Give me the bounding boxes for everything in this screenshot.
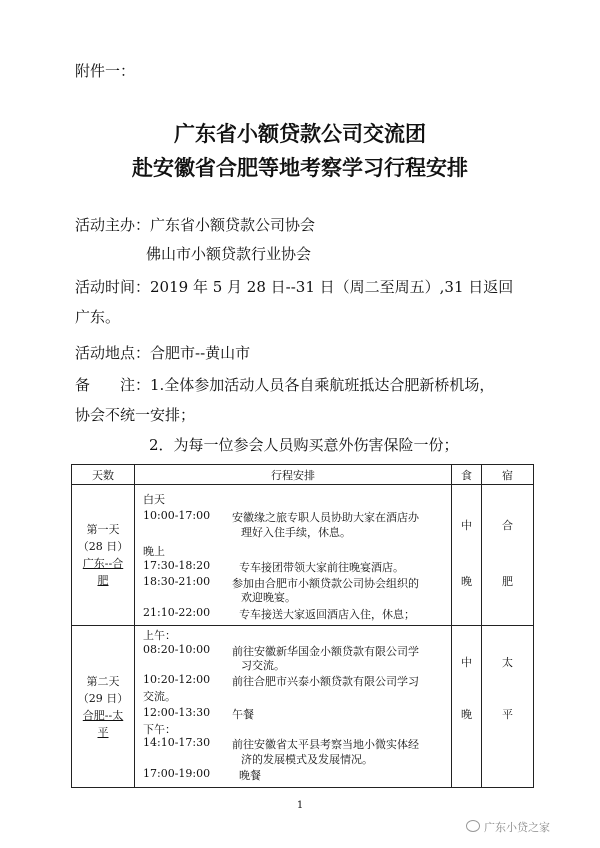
day2-meal-1: 中	[461, 656, 472, 669]
wechat-icon	[466, 820, 480, 832]
day2-line: 14:10-17:30	[143, 736, 211, 749]
header-day: 天数	[72, 465, 135, 485]
organizer-line-2: 佛山市小额贷款行业协会	[146, 245, 312, 263]
note-line-cont: 协会不统一安排；	[75, 406, 196, 424]
day2-schedule	[135, 626, 452, 788]
watermark	[466, 819, 550, 835]
day1-stay	[482, 485, 534, 626]
day2-meal-2: 晚	[461, 708, 472, 721]
day1-route-a: 广东--合	[82, 557, 124, 570]
day2-line: 12:00-13:30	[143, 706, 211, 719]
watermark-text: 广东小贷之家	[484, 821, 550, 834]
day2-line: 10:20-12:00	[143, 673, 211, 686]
day1-line: 专车接团带领大家前往晚宴酒店。	[239, 561, 404, 574]
day1-line: 参加由合肥市小额贷款公司协会组织的	[232, 577, 419, 590]
day1-line: 欢迎晚宴。	[241, 591, 296, 604]
header-stay: 宿	[482, 465, 534, 485]
day1-stay-2: 肥	[502, 575, 513, 588]
table-row-day1	[72, 485, 534, 626]
day2-cell	[72, 626, 135, 788]
day1-meal-2: 晚	[461, 575, 472, 588]
day1-meal-1: 中	[461, 519, 472, 532]
title-line-1: 广东省小额贷款公司交流团	[174, 122, 426, 146]
attachment-label: 附件一：	[75, 62, 136, 80]
day1-schedule	[135, 485, 452, 626]
day2-line: 晚餐	[239, 769, 261, 782]
day2-line: 08:20-10:00	[143, 643, 211, 656]
day2-meal	[452, 626, 482, 788]
day1-line: 17:30-18:20	[143, 559, 211, 572]
header-meal: 食	[452, 465, 482, 485]
day2-stay-1: 太	[502, 656, 513, 669]
page-number: 1	[296, 800, 304, 811]
time-line: 活动时间：2019 年 5 月 28 日--31 日（周二至周五）,31 日返回	[75, 278, 514, 296]
header-schedule: 行程安排	[135, 465, 452, 485]
title-line-2: 赴安徽省合肥等地考察学习行程安排	[132, 156, 468, 180]
schedule-table	[71, 464, 534, 788]
day1-line: 21:10-22:00	[143, 606, 211, 619]
day1-name: 第一天	[86, 523, 120, 536]
day2-date: （29 日）	[77, 691, 129, 705]
day2-line: 17:00-19:00	[143, 767, 211, 780]
day1-line: 理好入住手续，休息。	[241, 526, 351, 539]
day2-line: 上午：	[143, 629, 176, 642]
day1-line: 晚上	[143, 545, 165, 558]
day1-meal	[452, 485, 482, 626]
note-line: 备 注：1.全体参加活动人员各自乘航班抵达合肥新桥机场，	[75, 376, 495, 394]
day2-route-a: 合肥--太	[82, 708, 124, 722]
day1-stay-1: 合	[502, 519, 513, 532]
day2-line: 午餐	[232, 708, 254, 721]
day2-line: 习交流。	[241, 659, 285, 672]
day2-stay	[482, 626, 534, 788]
day2-stay-2: 平	[502, 708, 513, 721]
day1-line: 18:30-21:00	[143, 575, 211, 588]
day1-date: （28 日）	[77, 540, 129, 553]
day1-line: 安徽缘之旅专职人员协助大家在酒店办	[232, 511, 419, 524]
organizer-line: 活动主办：广东省小额贷款公司协会	[75, 216, 316, 234]
day1-route-b: 肥	[97, 574, 109, 587]
day2-line: 下午：	[143, 723, 176, 736]
note-line-2: 2．为每一位参会人员购买意外伤害保险一份；	[149, 436, 459, 454]
day1-line: 白天	[143, 493, 165, 506]
day2-line: 济的发展模式及发展情况。	[241, 753, 373, 766]
day2-name: 第二天	[86, 674, 120, 688]
place-line: 活动地点：合肥市--黄山市	[75, 344, 251, 362]
day2-line: 交流。	[143, 690, 176, 703]
day2-line: 前往合肥市兴泰小额贷款有限公司学习	[232, 675, 419, 688]
day1-cell	[72, 485, 135, 626]
day1-line: 10:00-17:00	[143, 509, 211, 522]
day2-route-b: 平	[97, 725, 109, 739]
day2-line: 前往安徽新华国金小额贷款有限公司学	[232, 645, 419, 658]
day2-line: 前往安徽省太平县考察当地小微实体经	[232, 738, 419, 751]
table-header-row	[72, 465, 534, 485]
time-line-cont: 广东。	[75, 308, 121, 326]
day1-line: 专车接送大家返回酒店入住，休息；	[239, 608, 415, 621]
table-row-day2	[72, 626, 534, 788]
